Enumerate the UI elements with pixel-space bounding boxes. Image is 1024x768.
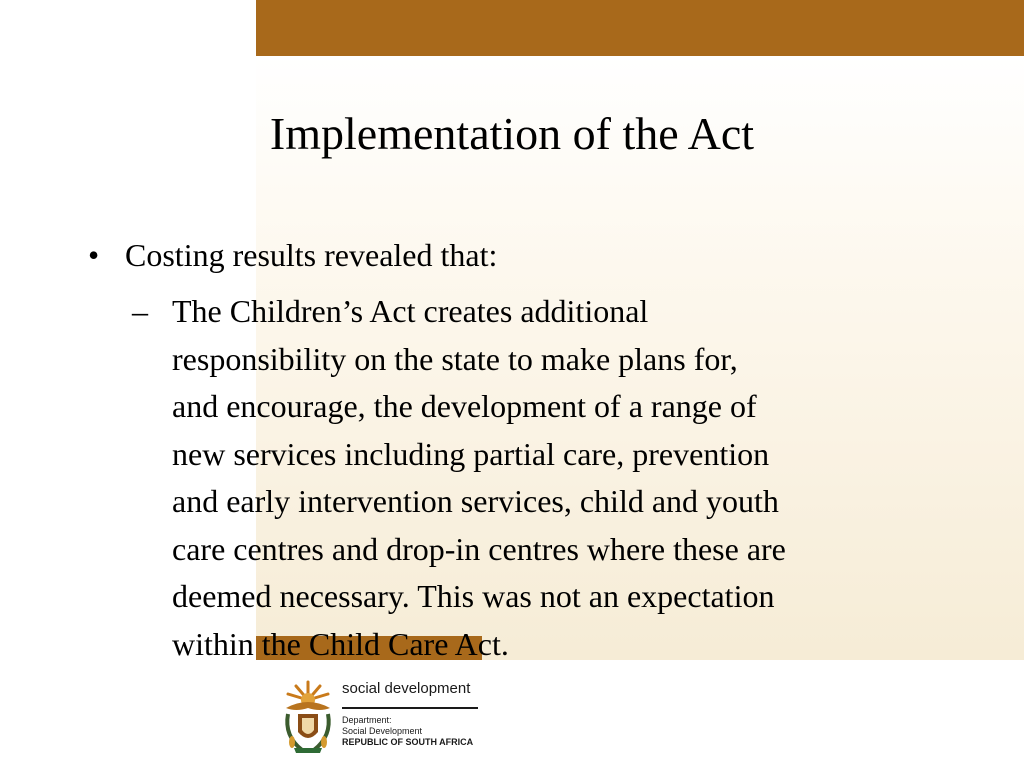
sub-bullet-line: within the Child Care Act.: [172, 625, 509, 662]
bullet-item: [88, 232, 948, 278]
top-accent-band: [256, 0, 1024, 56]
sub-bullet-line: care centres and drop-in centres where these are: [172, 530, 786, 567]
sub-bullet-text: [172, 288, 962, 668]
sub-bullet-item: [132, 288, 962, 668]
sub-bullet-line: deemed necessary. This was not an expectation: [172, 578, 775, 614]
sub-bullet-line: The Children’s Act creates additional: [172, 293, 649, 329]
department-logo: [280, 676, 490, 756]
bullet-text: Costing results revealed that:: [125, 237, 498, 273]
logo-divider: [342, 707, 478, 709]
logo-country: REPUBLIC OF SOUTH AFRICA: [342, 737, 474, 747]
logo-department-name: Social Development: [342, 726, 423, 736]
sub-bullet-line: responsibility on the state to make plans for,: [172, 340, 738, 377]
sub-bullet-line: new services including partial care, prevention: [172, 435, 770, 472]
sub-bullet-line: and early intervention services, child and youth: [172, 483, 779, 519]
sub-bullet-marker: –: [132, 293, 148, 329]
sub-bullet-line: and encourage, the development of a range of: [172, 388, 757, 424]
logo-department-label: Department:: [342, 715, 392, 725]
slide-title: Implementation of the Act: [269, 108, 755, 159]
bullet-marker: •: [88, 237, 100, 273]
coat-of-arms-icon: [280, 678, 336, 754]
logo-brand-name: social development: [342, 680, 471, 697]
